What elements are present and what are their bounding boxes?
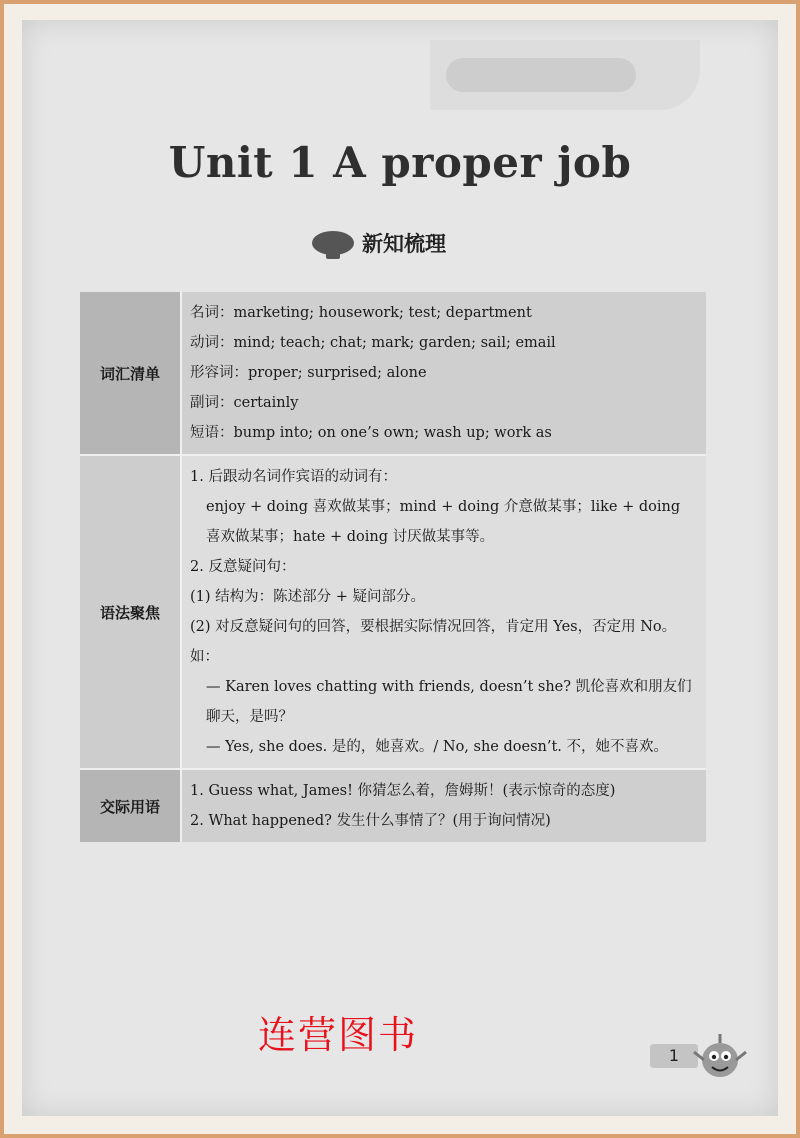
summary-table [80, 292, 706, 842]
vocab-adverbs: 副词：certainly [190, 395, 299, 411]
row-content [181, 456, 706, 768]
grammar-example-question: — Karen loves chatting with friends, doesn’t she? 凯伦喜欢和朋友们聊天，是吗？ [206, 679, 692, 725]
row-content [181, 292, 706, 454]
header-banner-decoration [430, 40, 700, 110]
grammar-point-1-detail: enjoy + doing 喜欢做某事；mind + doing 介意做某事；like + doing 喜欢做某事；hate + doing 讨厌做某事等。 [206, 499, 681, 545]
row-category: 词汇清单 [80, 292, 181, 454]
grammar-point-2-structure: (1) 结构为：陈述部分 + 疑问部分。 [190, 589, 426, 605]
row-category: 交际用语 [80, 770, 181, 842]
publisher-watermark: 连营图书 [258, 1013, 419, 1057]
phrase-1: 1. Guess what, James! 你猜怎么着，詹姆斯！(表示惊奇的态度) [190, 783, 616, 799]
section-header-label: 新知梳理 [362, 232, 446, 256]
vocab-nouns: 名词：marketing; housework; test; department [190, 305, 532, 321]
grammar-point-2: 2. 反意疑问句： [190, 559, 296, 575]
vocab-verbs: 动词：mind; teach; chat; mark; garden; sail; email [190, 335, 556, 351]
row-category: 语法聚焦 [80, 456, 181, 768]
table-row-communication [80, 770, 706, 842]
table-row-grammar [80, 456, 706, 768]
grammar-point-1: 1. 后跟动名词作宾语的动词有： [190, 469, 397, 485]
table-row-vocabulary [80, 292, 706, 454]
blimp-icon [312, 231, 354, 255]
grammar-example-answer: — Yes, she does. 是的，她喜欢。/ No, she doesn’t. 不，她不喜欢。 [206, 739, 669, 755]
page-number: 1 [650, 1044, 698, 1068]
unit-title: Unit 1 A proper job [168, 138, 632, 187]
phrase-2: 2. What happened? 发生什么事情了？(用于询问情况) [190, 813, 551, 829]
vocab-phrases: 短语：bump into; on one’s own; wash up; work as [190, 425, 552, 441]
mascot-icon [690, 1030, 750, 1086]
vocab-adjectives: 形容词：proper; surprised; alone [190, 365, 427, 381]
section-header [312, 226, 446, 260]
grammar-point-2-answer: (2) 对反意疑问句的回答，要根据实际情况回答，肯定用 Yes，否定用 No。如： [190, 619, 677, 665]
row-content [181, 770, 706, 842]
